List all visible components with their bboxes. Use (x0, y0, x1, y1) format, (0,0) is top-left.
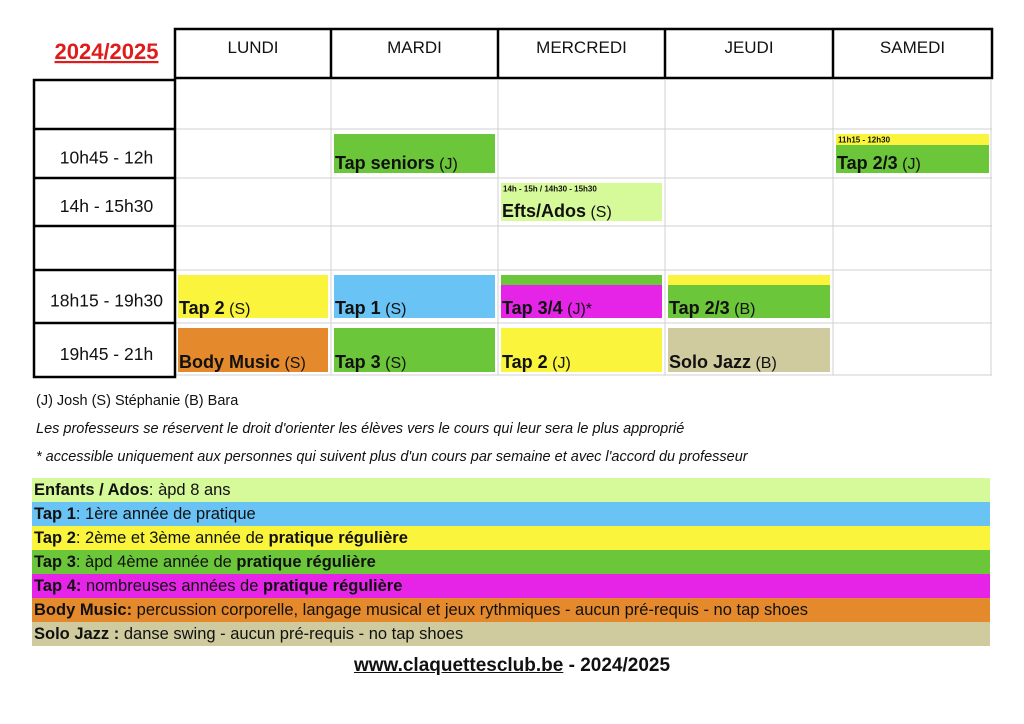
year-title: 2024/2025 (54, 39, 159, 64)
legend-term: Tap 4: (34, 577, 82, 595)
class-name: Tap 1 (335, 298, 381, 318)
class-teacher: (B) (751, 355, 777, 372)
class-time-note: 14h - 15h / 14h30 - 15h30 (503, 184, 597, 194)
class-name: Body Music (179, 352, 281, 372)
time-slot-label: 18h15 - 19h30 (50, 290, 163, 311)
class-teacher: (J)* (562, 301, 593, 318)
class-name: Tap 3/4 (502, 298, 563, 318)
class-teacher: (S) (280, 355, 306, 372)
legend-term: pratique régulière (268, 529, 408, 547)
class-time-note: 11h15 - 12h30 (838, 135, 891, 145)
legend-description: : 2ème et 3ème année de (75, 529, 269, 547)
class-name: Tap 2/3 (837, 153, 898, 173)
day-header: MERCREDI (536, 38, 627, 57)
class-teacher: (J) (547, 355, 571, 372)
footer-year: - 2024/2025 (563, 655, 671, 676)
class-label (669, 352, 777, 372)
legend-term: Tap 3 (34, 553, 76, 571)
class-teacher: (S) (380, 355, 407, 372)
class-label (502, 201, 612, 221)
disclaimer-note: Les professeurs se réservent le droit d'orienter les élèves vers le cours qui leur sera le plus approprié (36, 421, 685, 437)
legend-description: : 1ère année de pratique (75, 505, 256, 523)
level-legend (32, 478, 990, 646)
footer (0, 655, 1024, 677)
time-slot-label: 10h45 - 12h (59, 147, 154, 168)
legend-term: Tap 1 (34, 505, 76, 523)
class-label (837, 153, 921, 173)
legend-row (32, 502, 990, 526)
legend-term: Tap 2 (34, 529, 76, 547)
class-label (669, 298, 755, 318)
class-label (179, 352, 306, 372)
legend-description: nombreuses années de (81, 577, 263, 595)
class-label (335, 153, 458, 173)
class-name: Tap 2/3 (669, 298, 730, 318)
legend-description: percussion corporelle, langage musical et jeux rythmiques - aucun pré-requis - no tap shoes (132, 601, 809, 619)
legend-row (32, 526, 990, 550)
legend-term: pratique régulière (236, 553, 376, 571)
legend-term: pratique régulière (263, 577, 403, 595)
legend-description: : àpd 4ème année de (75, 553, 237, 571)
class-stripe (668, 275, 830, 285)
day-header: MARDI (387, 38, 442, 57)
class-name: Solo Jazz (669, 352, 752, 372)
class-label (179, 298, 250, 318)
legend-row (32, 574, 990, 598)
class-name: Tap 2 (502, 352, 548, 372)
class-teacher: (B) (729, 301, 756, 318)
legend-term: Solo Jazz : (34, 625, 120, 643)
class-label (502, 352, 571, 372)
class-label (335, 298, 406, 318)
day-header: LUNDI (227, 38, 279, 57)
legend-description: : àpd 8 ans (148, 481, 231, 499)
asterisk-note: * accessible uniquement aux personnes qui suivent plus d'un cours par semaine et avec l'accord du professeur (36, 449, 748, 465)
website-link[interactable]: www.claquettesclub.be (353, 655, 564, 676)
time-column-border (34, 80, 175, 377)
legend-description: danse swing - aucun pré-requis - no tap shoes (119, 625, 464, 643)
day-header: SAMEDI (879, 38, 946, 57)
class-stripe (501, 275, 662, 285)
class-label (502, 298, 592, 318)
legend-term: Enfants / Ados (34, 481, 149, 499)
class-name: Tap seniors (335, 153, 435, 173)
legend-row (32, 598, 990, 622)
class-teacher: (S) (586, 204, 612, 221)
teachers-key: (J) Josh (S) Stéphanie (B) Bara (36, 393, 239, 409)
day-header: JEUDI (724, 38, 774, 57)
class-teacher: (J) (434, 156, 458, 173)
class-teacher: (J) (897, 156, 921, 173)
class-teacher: (S) (224, 301, 251, 318)
class-name: Tap 3 (335, 352, 381, 372)
legend-row (32, 550, 990, 574)
time-slot-label: 14h - 15h30 (59, 196, 154, 216)
class-name: Tap 2 (179, 298, 225, 318)
legend-row (32, 478, 990, 502)
class-label (335, 352, 406, 372)
class-teacher: (S) (380, 301, 407, 318)
legend-term: Body Music: (34, 601, 133, 619)
class-name: Efts/Ados (502, 201, 587, 221)
legend-row (32, 622, 990, 646)
time-slot-label: 19h45 - 21h (59, 344, 154, 364)
